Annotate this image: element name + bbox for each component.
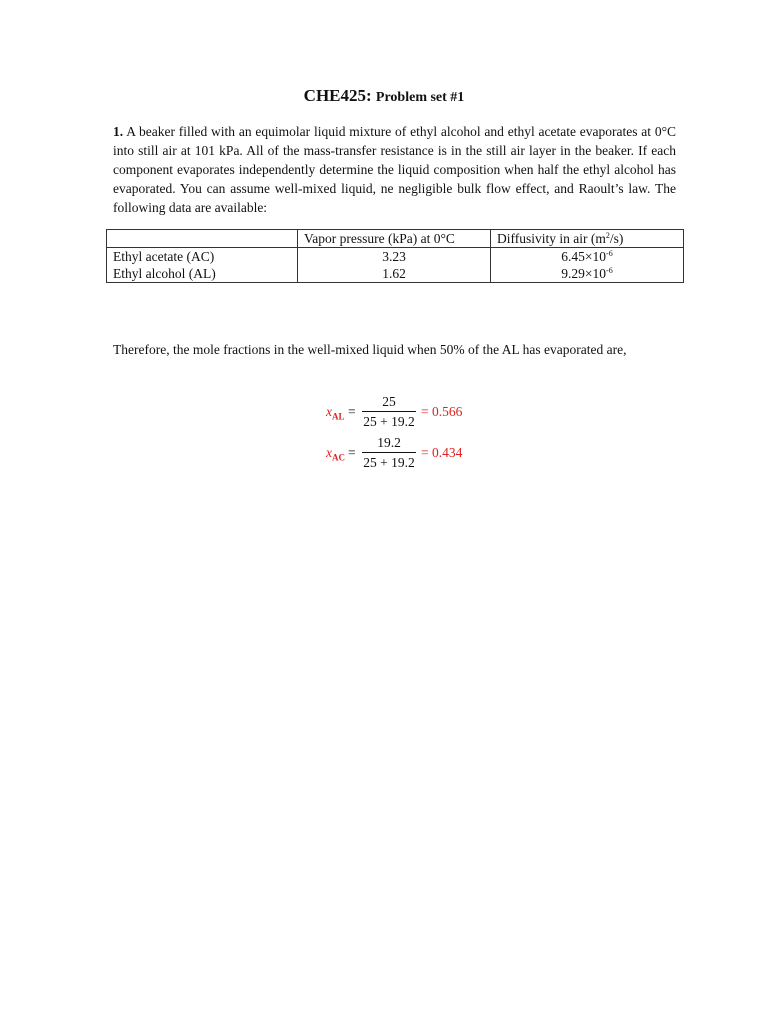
diffusivity-value: $9.29\times 10^{-6}$ [491,265,684,283]
table-row [107,248,684,266]
vapor-pressure-value: 3.23 [298,248,491,266]
equation-result: = 0.434 [421,445,463,460]
fraction-numerator: 25 [382,394,396,409]
diffusivity-value: $6.45\times 10^{-6}$ [491,248,684,266]
vapor-pressure-value: 1.62 [298,265,491,283]
data-table [106,229,684,283]
fraction-denominator: 25 + 19.2 [363,455,415,470]
fraction-denominator: 25 + 19.2 [363,414,415,429]
table-header-empty [107,230,298,248]
conclusion-text: Therefore, the mole fractions in the well-mixed liquid when 50% of the AL has evaporated are, [113,342,627,357]
component-name: Ethyl alcohol (AL) [107,265,298,283]
page-title [0,86,768,106]
problem-text: A beaker filled with an equimolar liquid mixture of ethyl alcohol and ethyl acetate evaporates at 0°C into still air at 101 kPa. All of the mass-transfer resistance is in the still air layer in the beaker. If each component evaporates independently determine the liquid composition when half the ethyl alcohol has evaporated. You can assume well-mixed liquid, ne negligible bulk flow effect, and Raoult’s law. The following data are available: [113,124,676,215]
problem-number: 1. [113,124,124,139]
equals-sign: = [348,404,356,419]
problem-set-label: Problem set #1 [375,90,465,105]
fraction-numerator: 19.2 [377,435,401,450]
fraction [362,393,416,430]
table-header-diffusivity: Diffusivity in air $(m^2/s)$ [491,230,684,248]
table-header-row [107,230,684,248]
table-row [107,265,684,283]
equals-sign: = [348,445,356,460]
equation-variable: $x_{AL}$ [326,404,345,422]
component-name: Ethyl acetate (AC) [107,248,298,266]
equation-result: = 0.566 [421,404,463,419]
course-code: CHE425: [303,86,372,105]
equation-variable: $x_{AC}$ [326,445,345,463]
table-header-vapor-pressure: Vapor pressure (kPa) at 0°C [298,230,491,248]
problem-statement [113,122,676,217]
fraction [362,434,416,471]
